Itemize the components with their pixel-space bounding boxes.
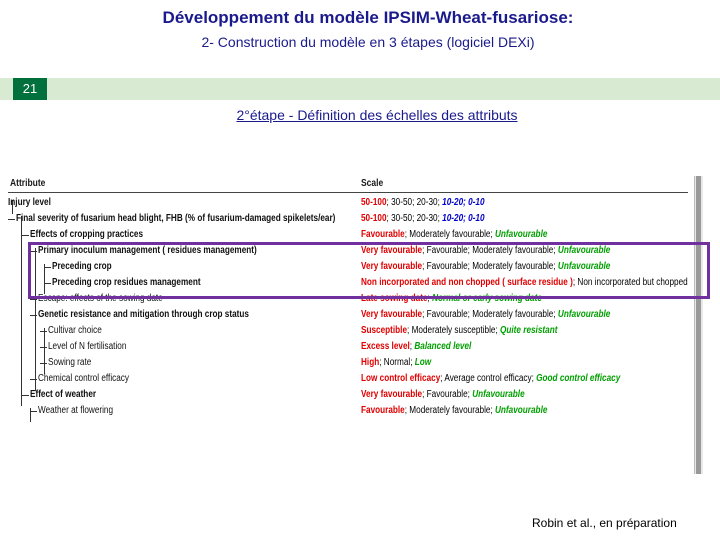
scale-segment: ; Average control efficacy; [440,373,537,384]
attribute-row[interactable] [8,371,698,387]
tree-branch [40,347,47,348]
scale-segment: ; 30-50; 20-30; [386,197,443,208]
scale-segment: Good control efficacy [536,373,621,384]
attribute-name: Effects of cropping practices [30,229,144,240]
scale-segment: Unfavourable [495,405,548,416]
scale-segment: ; Moderately favourable; [404,405,496,416]
scale-segment: Non incorporated and non chopped ( surface residue ) [361,277,573,288]
slide-number: 21 [13,78,47,100]
attribute-scale [361,339,471,355]
scale-segment: Excess level [361,341,410,352]
attribute-name: Effect of weather [30,389,97,400]
attribute-row[interactable] [8,355,698,371]
scale-segment: Very favourable [361,261,423,272]
scale-segment: Very favourable [361,245,423,256]
scale-segment: 50-100 [361,213,387,224]
attribute-name: Injury level [8,197,51,208]
highlight-box [28,242,710,299]
header-band [0,78,720,100]
attribute-name: Sowing rate [48,357,92,368]
scale-segment: Unfavourable [557,309,611,320]
attribute-scale [361,307,610,323]
attribute-scale [361,403,547,419]
scale-segment: ; Normal; [379,357,415,368]
scale-segment: ; Favourable; [422,389,473,400]
tree-branch [30,379,37,380]
attribute-row[interactable] [8,339,698,355]
scale-segment: Normal or early sowing date [432,293,542,304]
attribute-row[interactable] [8,227,698,243]
scale-segment: Unfavourable [557,245,611,256]
attribute-row[interactable] [8,211,698,227]
tree-branch [8,219,15,220]
scale-segment: High [361,357,380,368]
scale-segment: Favourable [361,405,405,416]
tree-branch [30,299,37,300]
citation: Robin et al., en préparation [532,516,677,530]
scale-segment: ; [427,293,433,304]
scale-segment: Unfavourable [495,229,548,240]
scale-segment: Low control efficacy [361,373,441,384]
scale-segment: Favourable [361,229,405,240]
scale-segment: 50-100 [361,197,387,208]
scale-segment: ; Moderately susceptible; [407,325,501,336]
attribute-scale [361,371,620,387]
attribute-scale [361,211,485,227]
attribute-scale [361,323,557,339]
tree-branch [40,363,47,364]
scale-segment: 10-20; 0-10 [442,213,485,224]
scale-segment: Unfavourable [557,261,611,272]
attribute-name: Escape: effects of the sowing date [38,293,163,304]
attribute-name: Genetic resistance and mitigation through crop status [38,309,249,320]
attribute-row[interactable] [8,195,698,211]
attribute-name: Final severity of fusarium head blight, FHB (% of fusarium-damaged spikelets/ear) [16,213,336,224]
tree-branch [22,395,29,396]
scale-segment: Balanced level [414,341,472,352]
attribute-name: Cultivar choice [48,325,102,336]
scale-segment: Very favourable [361,309,423,320]
attribute-scale [361,387,525,403]
slide-subtitle: 2- Construction du modèle en 3 étapes (logiciel DEXi) [201,34,535,50]
attribute-name: Preceding crop residues management [52,277,201,288]
tree-branch [30,315,37,316]
scale-segment: 10-20; 0-10 [442,197,485,208]
scale-segment: ; Favourable; Moderately favourable; [422,309,558,320]
header-divider [8,192,688,193]
scale-segment: ; Non incorporated but chopped [572,277,688,288]
attribute-scale [361,195,485,211]
scale-segment: ; Favourable; Moderately favourable; [422,245,558,256]
scale-segment: ; [409,341,415,352]
attribute-row[interactable] [8,403,698,419]
attribute-scale [361,355,431,371]
scale-segment: Very favourable [361,389,423,400]
tree-branch [30,411,37,412]
scale-segment: Unfavourable [472,389,525,400]
attribute-name: Weather at flowering [38,405,114,416]
scale-column-header: Scale [361,178,384,189]
attribute-scale [361,227,547,243]
step-heading: 2°étape - Définition des échelles des attributs [236,107,518,123]
tree-branch [40,331,47,332]
attribute-name: Level of N fertilisation [48,341,127,352]
scale-segment: Susceptible [361,325,408,336]
attribute-name: Primary inoculum management ( residues management) [38,245,257,256]
scale-segment: ; Moderately favourable; [404,229,496,240]
attribute-name: Chemical control efficacy [38,373,130,384]
scale-segment: Late sowing date [361,293,428,304]
scale-segment: ; Favourable; Moderately favourable; [422,261,558,272]
scale-segment: Quite resistant [500,325,558,336]
attribute-name: Preceding crop [52,261,112,272]
attribute-row[interactable] [8,307,698,323]
tree-branch [22,235,29,236]
scale-segment: ; 30-50; 20-30; [386,213,443,224]
dexi-attribute-panel [8,176,706,474]
attribute-row[interactable] [8,387,698,403]
attribute-row[interactable] [8,323,698,339]
scale-segment: Low [414,357,432,368]
slide-title: Développement du modèle IPSIM-Wheat-fusariose: [162,8,574,27]
attribute-column-header: Attribute [10,178,46,189]
